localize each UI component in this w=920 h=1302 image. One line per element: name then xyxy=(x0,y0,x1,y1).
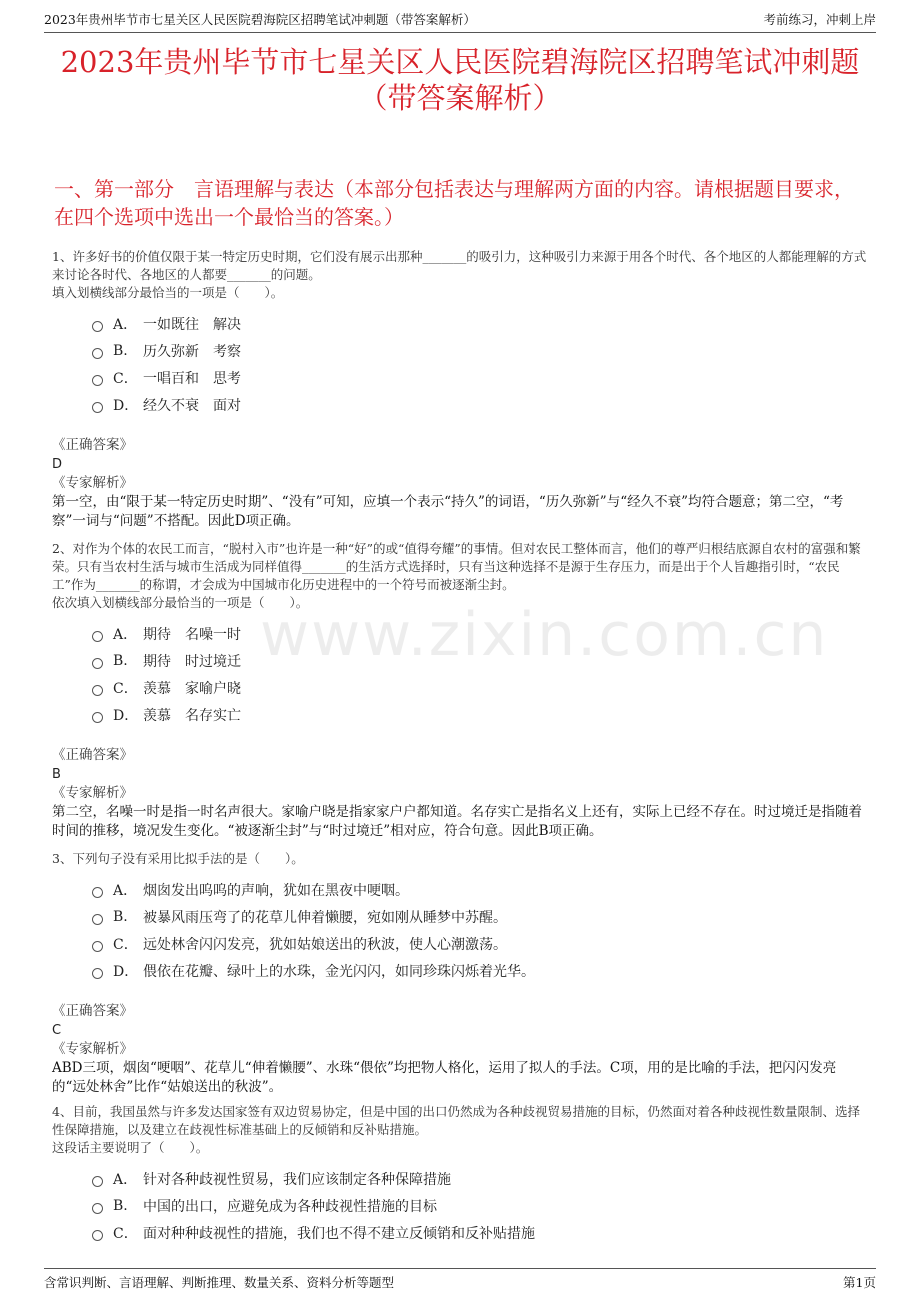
option-key: B. xyxy=(113,652,128,669)
option-b[interactable] xyxy=(92,903,868,930)
radio-icon[interactable] xyxy=(92,402,103,413)
option-key: C． xyxy=(113,680,138,697)
radio-icon[interactable] xyxy=(92,941,103,952)
option-b[interactable] xyxy=(92,1192,868,1219)
question-1 xyxy=(52,248,868,531)
question-2 xyxy=(52,540,868,841)
option-text: 面对种种歧视性的措施，我们也不得不建立反倾销和反补贴措施 xyxy=(143,1225,535,1242)
option-key: B. xyxy=(113,1197,128,1214)
radio-icon[interactable] xyxy=(92,1176,103,1187)
question-prompt: 填入划横线部分最恰当的一项是（ ）。 xyxy=(52,285,284,300)
option-a[interactable] xyxy=(92,876,868,903)
explanation-label: 《专家解析》 xyxy=(52,475,133,491)
radio-icon[interactable] xyxy=(92,375,103,386)
option-key: C． xyxy=(113,1225,138,1242)
option-text: 远处林舍闪闪发亮，犹如姑娘送出的秋波，使人心潮激荡。 xyxy=(143,936,507,953)
option-key: A． xyxy=(113,882,138,899)
option-text: 中国的出口，应避免成为各种歧视性措施的目标 xyxy=(143,1198,437,1215)
explanation-text: ABD三项，烟囱“哽咽”、花草儿“伸着懒腰”、水珠“偎依”均把物人格化，运用了拟人的手法。C项，用的是比喻的手法，把闪闪发亮的“远处林舍”比作“姑娘送出的秋波”。 xyxy=(52,1060,837,1095)
question-3 xyxy=(52,850,868,1097)
option-text: 一如既往 解决 xyxy=(143,316,241,333)
answer-block xyxy=(52,436,868,531)
option-d[interactable] xyxy=(92,391,868,418)
question-prompt: 这段话主要说明了（ ）。 xyxy=(52,1140,209,1155)
option-a[interactable] xyxy=(92,1165,868,1192)
option-a[interactable] xyxy=(92,620,868,647)
footer-note: 含常识判断、言语理解、判断推理、数量关系、资料分析等题型 xyxy=(44,1275,395,1290)
option-text: 羡慕 家喻户晓 xyxy=(143,680,241,697)
option-text: 期待 时过境迁 xyxy=(143,653,241,670)
title-line-2: （带答案解析） xyxy=(358,81,562,115)
document-title xyxy=(30,44,890,116)
answer-value: D xyxy=(52,457,63,472)
page-number: 第1页 xyxy=(843,1275,876,1290)
watermark: www.zixin.com.cn xyxy=(260,600,829,670)
answer-value: B xyxy=(52,767,61,782)
radio-icon[interactable] xyxy=(92,321,103,332)
question-4 xyxy=(52,1103,868,1246)
title-line-1: 2023年贵州毕节市七星关区人民医院碧海院区招聘笔试冲刺题 xyxy=(60,45,860,79)
option-key: B. xyxy=(113,908,128,925)
option-key: B. xyxy=(113,342,128,359)
section-title: 一、第一部分 言语理解与表达（本部分包括表达与理解两方面的内容。请根据题目要求，在四个选项中选出一个最恰当的答案。） xyxy=(54,177,854,229)
option-key: D． xyxy=(113,707,139,724)
radio-icon[interactable] xyxy=(92,914,103,925)
radio-icon[interactable] xyxy=(92,631,103,642)
option-text: 期待 名噪一时 xyxy=(143,626,241,643)
option-text: 历久弥新 考察 xyxy=(143,343,241,360)
option-b[interactable] xyxy=(92,337,868,364)
answer-label: 《正确答案》 xyxy=(52,1003,133,1019)
option-list xyxy=(92,620,868,728)
header-doc-title: 2023年贵州毕节市七星关区人民医院碧海院区招聘笔试冲刺题（带答案解析） xyxy=(44,12,476,27)
explanation-label: 《专家解析》 xyxy=(52,785,133,801)
option-key: D． xyxy=(113,397,139,414)
option-b[interactable] xyxy=(92,647,868,674)
question-stem: 1、许多好书的价值仅限于某一特定历史时期，它们没有展示出那种_______的吸引力，这种吸引力来源于用各个时代、各个地区的人都能理解的方式来讨论各时代、各地区的人都要_______的问题。 xyxy=(52,249,867,282)
option-text: 羡慕 名存实亡 xyxy=(143,707,241,724)
option-key: C． xyxy=(113,936,138,953)
answer-block xyxy=(52,1002,868,1097)
question-stem: 3、下列句子没有采用比拟手法的是（ ）。 xyxy=(52,851,304,866)
option-text: 经久不衰 面对 xyxy=(143,397,241,414)
explanation-text: 第一空，由“限于某一特定历史时期”、“没有”可知，应填一个表示“持久”的词语，“历久弥新”与“经久不衰”均符合题意；第二空，“考察”一词与“问题”不搭配。因此D项正确。 xyxy=(52,494,844,529)
radio-icon[interactable] xyxy=(92,968,103,979)
answer-label: 《正确答案》 xyxy=(52,747,133,763)
option-key: A． xyxy=(113,626,138,643)
question-stem: 2、对作为个体的农民工而言，“脱村入市”也许是一种“好”的或“值得夸耀”的事情。但对农民工整体而言，他们的尊严归根结底源自农村的富强和繁荣。只有当农村生活与城市生活成为同样值得_______的生活方式选择时，只有当这种选择不是源于生存压力，而是出于个人旨趣指引时，“农民工”作为_______的称谓，才会成为中国城市化历史进程中的一个符号而被逐渐尘封。 xyxy=(52,541,861,592)
option-text: 烟囱发出呜呜的声响，犹如在黑夜中哽咽。 xyxy=(143,882,409,899)
radio-icon[interactable] xyxy=(92,887,103,898)
answer-label: 《正确答案》 xyxy=(52,437,133,453)
option-text: 一唱百和 思考 xyxy=(143,370,241,387)
option-key: C． xyxy=(113,370,138,387)
option-key: A． xyxy=(113,316,138,333)
radio-icon[interactable] xyxy=(92,348,103,359)
page-header xyxy=(44,10,876,33)
option-a[interactable] xyxy=(92,310,868,337)
option-c[interactable] xyxy=(92,364,868,391)
option-list xyxy=(92,876,868,984)
option-text: 偎依在花瓣、绿叶上的水珠，金光闪闪，如同珍珠闪烁着光华。 xyxy=(143,963,535,980)
option-key: A． xyxy=(113,1171,138,1188)
header-slogan: 考前练习，冲刺上岸 xyxy=(763,12,876,27)
radio-icon[interactable] xyxy=(92,685,103,696)
page-footer xyxy=(44,1268,876,1291)
question-stem: 4、目前，我国虽然与许多发达国家签有双边贸易协定，但是中国的出口仍然成为各种歧视贸易措施的目标，仍然面对着各种歧视性数量限制、选择性保障措施，以及建立在歧视性标准基础上的反倾销和反补贴措施。 xyxy=(52,1104,860,1137)
option-text: 针对各种歧视性贸易，我们应该制定各种保障措施 xyxy=(143,1171,451,1188)
radio-icon[interactable] xyxy=(92,712,103,723)
radio-icon[interactable] xyxy=(92,1230,103,1241)
option-list xyxy=(92,1165,868,1246)
option-list xyxy=(92,310,868,418)
explanation-label: 《专家解析》 xyxy=(52,1041,133,1057)
option-text: 被暴风雨压弯了的花草儿伸着懒腰，宛如刚从睡梦中苏醒。 xyxy=(143,909,507,926)
answer-value: C xyxy=(52,1023,62,1038)
option-c[interactable] xyxy=(92,674,868,701)
explanation-text: 第二空，名噪一时是指一时名声很大。家喻户晓是指家家户户都知道。名存实亡是指名义上还有，实际上已经不存在。时过境迁是指随着时间的推移，境况发生变化。“被逐渐尘封”与“时过境迁”相对应，符合句意。因此B项正确。 xyxy=(52,804,862,839)
option-c[interactable] xyxy=(92,930,868,957)
radio-icon[interactable] xyxy=(92,1203,103,1214)
question-prompt: 依次填入划横线部分最恰当的一项是（ ）。 xyxy=(52,595,309,610)
option-c[interactable] xyxy=(92,1219,868,1246)
option-d[interactable] xyxy=(92,957,868,984)
answer-block xyxy=(52,746,868,841)
option-key: D． xyxy=(113,963,139,980)
radio-icon[interactable] xyxy=(92,658,103,669)
option-d[interactable] xyxy=(92,701,868,728)
